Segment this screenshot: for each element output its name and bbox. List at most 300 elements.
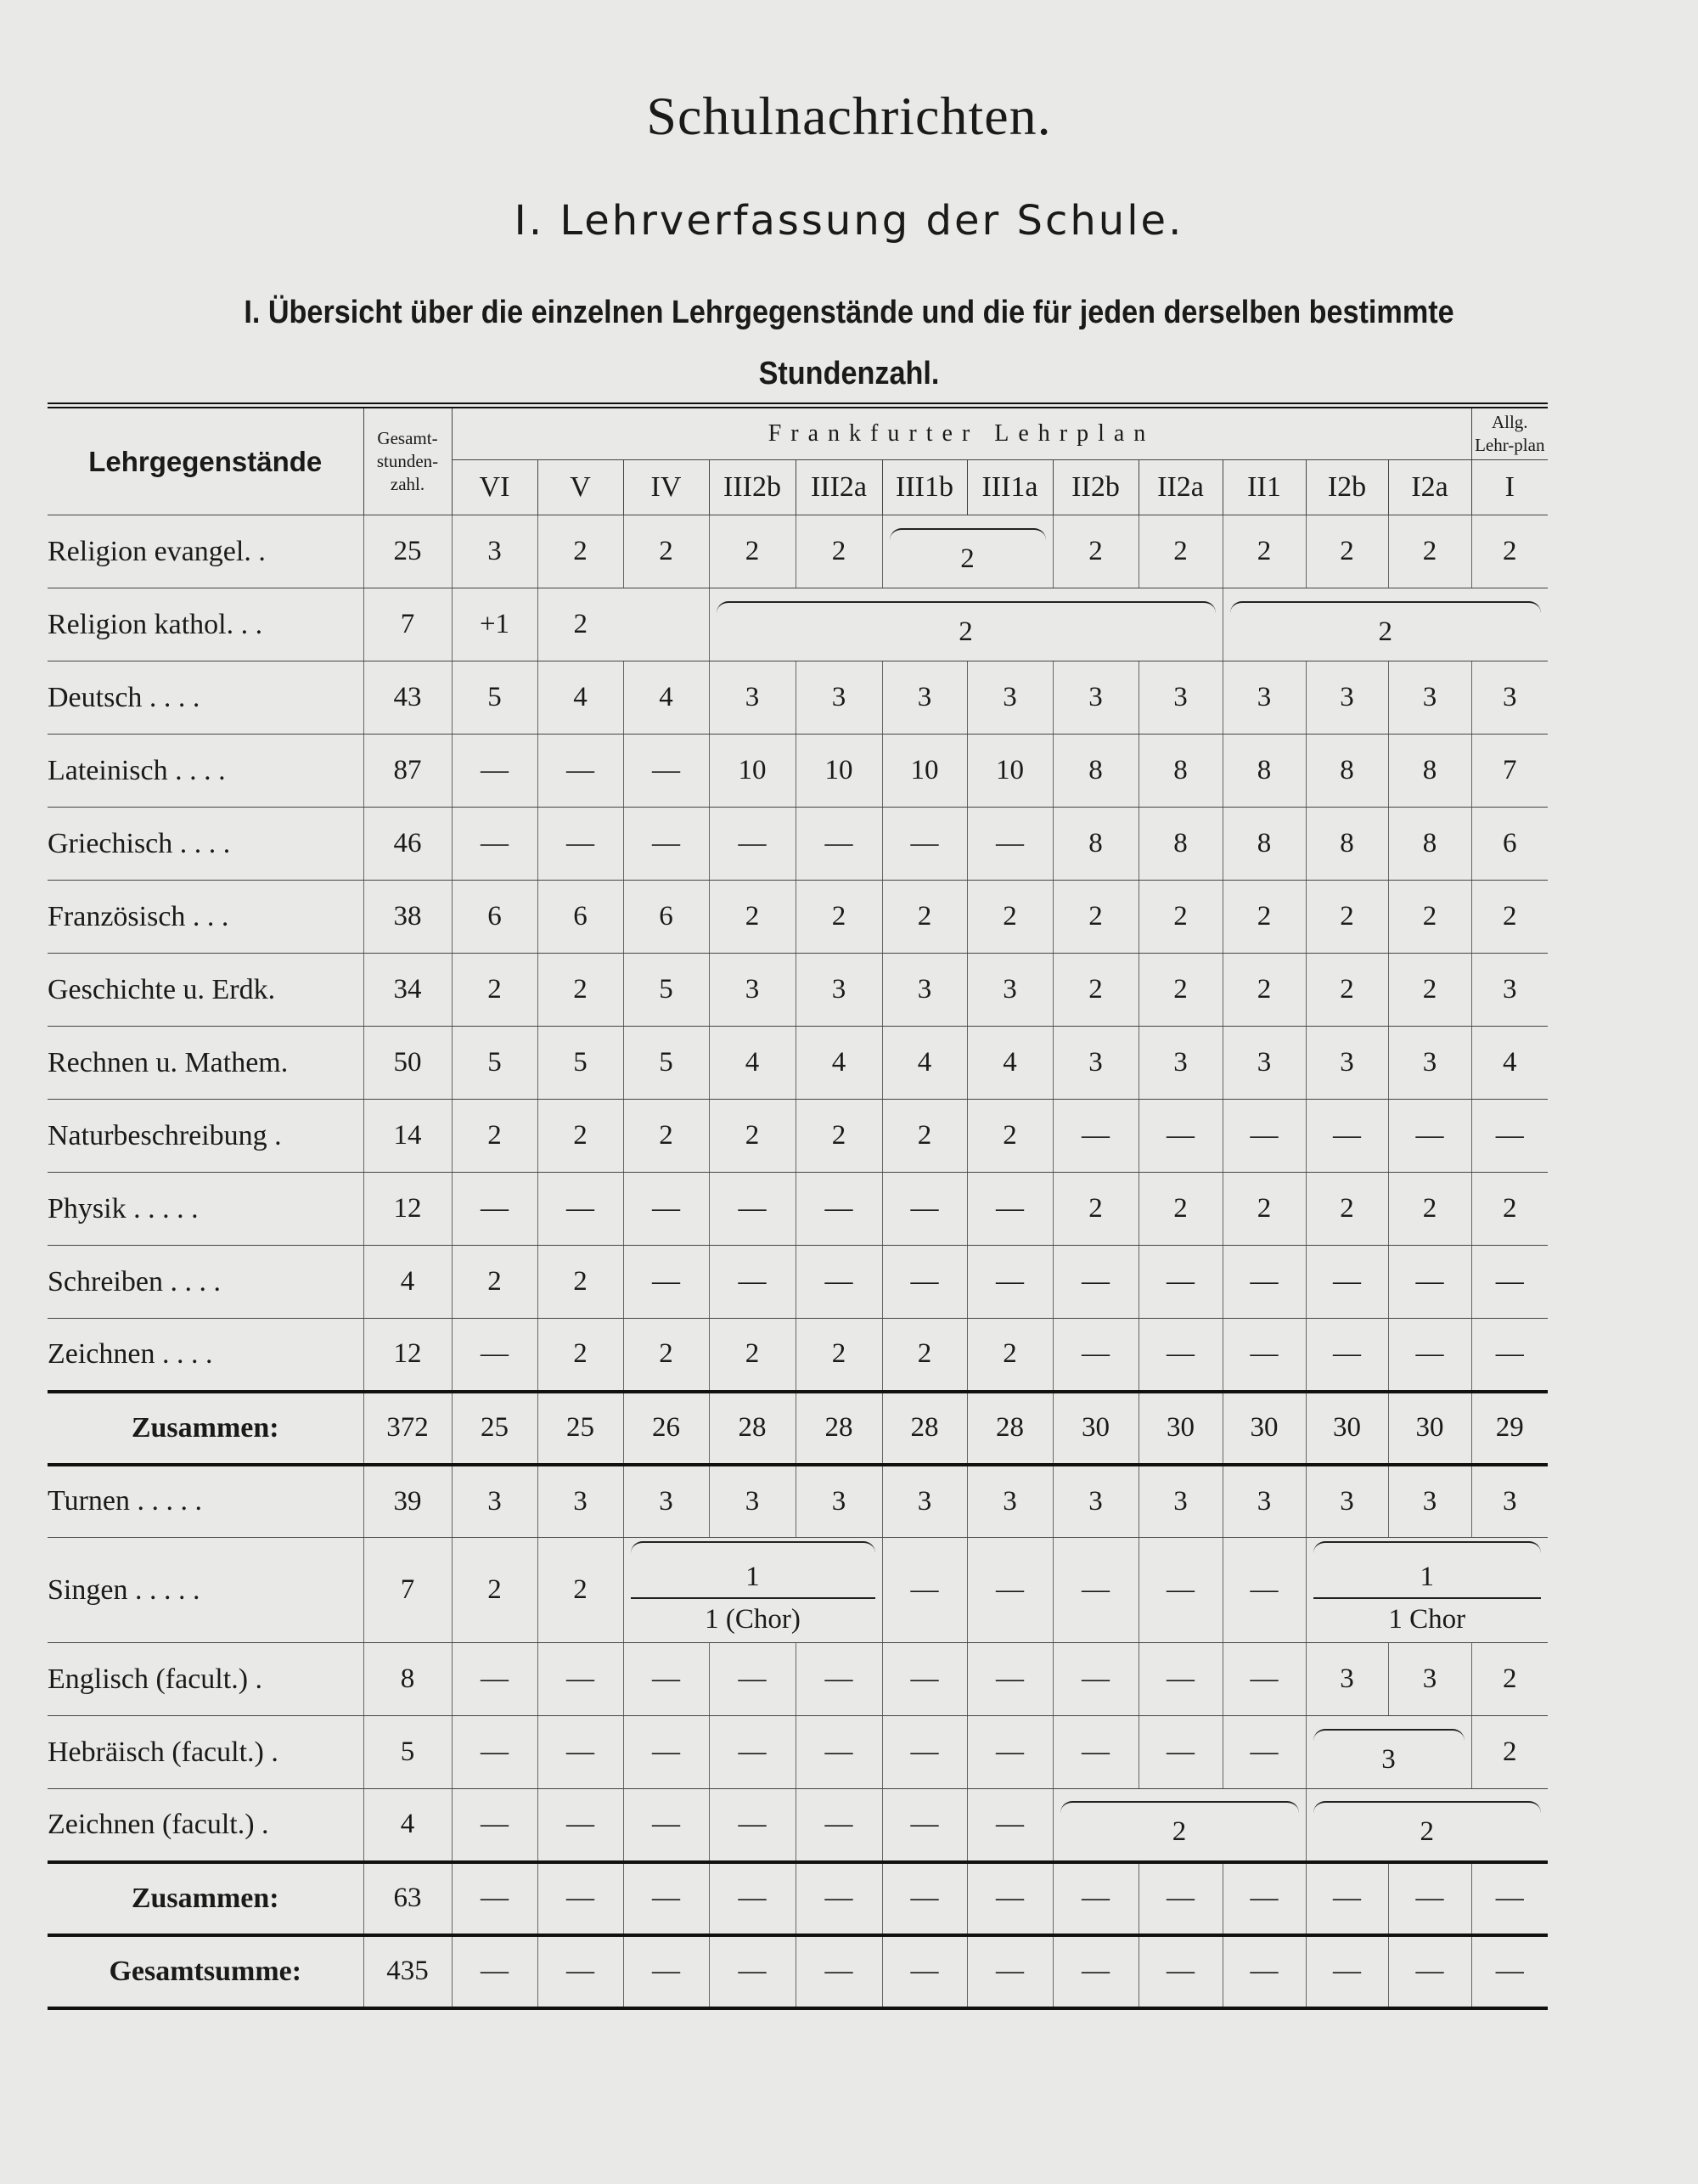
table-row [48, 1716, 1548, 1789]
cell: — [1139, 1100, 1223, 1173]
cell: 7 [1471, 735, 1548, 808]
class-header: I2b [1306, 460, 1388, 515]
table-row [48, 1789, 1548, 1862]
cell: +1 [452, 588, 537, 661]
cell: — [537, 1173, 623, 1246]
class-header: III2a [796, 460, 882, 515]
brace [631, 1541, 875, 1555]
cell: — [1139, 1643, 1223, 1716]
row-subject: Hebräisch (facult.) . [48, 1716, 363, 1789]
table-row [48, 808, 1548, 881]
cell: — [623, 1716, 709, 1789]
cell-merged [882, 515, 1053, 588]
cell: — [623, 1862, 709, 1935]
cell: 3 [796, 954, 882, 1027]
cell: — [452, 808, 537, 881]
cell: — [1388, 1862, 1471, 1935]
cell: 2 [1306, 515, 1388, 588]
cell: — [709, 1935, 796, 2008]
cell: 3 [1306, 1465, 1388, 1538]
cell: — [1223, 1100, 1306, 1173]
table-row [48, 1246, 1548, 1319]
sum-row [48, 1862, 1548, 1935]
cell: 2 [1471, 515, 1548, 588]
cell: 3 [967, 954, 1053, 1027]
cell: 3 [882, 954, 967, 1027]
cell: — [452, 1935, 537, 2008]
table-row [48, 881, 1548, 954]
cell: 2 [537, 515, 623, 588]
cell: 8 [1139, 808, 1223, 881]
cell: 2 [1471, 1643, 1548, 1716]
cell: 2 [967, 881, 1053, 954]
cell: 2 [452, 1538, 537, 1643]
cell: — [1223, 1716, 1306, 1789]
cell: — [709, 1643, 796, 1716]
cell: 2 [882, 1319, 967, 1392]
cell: — [1053, 1100, 1139, 1173]
cell: — [623, 1173, 709, 1246]
cell: — [452, 1643, 537, 1716]
cell: 2 [1388, 954, 1471, 1027]
table-row [48, 515, 1548, 588]
cell: 3 [709, 661, 796, 735]
cell: 2 [967, 1319, 1053, 1392]
cell: 5 [623, 954, 709, 1027]
cell: — [882, 1716, 967, 1789]
cell: — [967, 808, 1053, 881]
cell: — [1139, 1246, 1223, 1319]
cell: 3 [796, 1465, 882, 1538]
cell: 3 [1223, 661, 1306, 735]
sum-row [48, 1392, 1548, 1465]
cell: 4 [1471, 1027, 1548, 1100]
header-subject: Lehrgegenstände [48, 406, 363, 515]
cell: — [796, 808, 882, 881]
cell: — [1471, 1100, 1548, 1173]
class-header: I [1471, 460, 1548, 515]
cell: — [1471, 1935, 1548, 2008]
cell: 2 [1471, 1173, 1548, 1246]
cell: 2 [1306, 1173, 1388, 1246]
cell: 2 [967, 1100, 1053, 1173]
row-total: 7 [363, 1538, 452, 1643]
cell: 3 [1306, 1643, 1388, 1716]
cell-value: 2 [1172, 1816, 1187, 1848]
cell-value: 1 (Chor) [631, 1597, 875, 1640]
row-subject: Französisch . . . [48, 881, 363, 954]
cell: — [796, 1716, 882, 1789]
cell: — [1388, 1319, 1471, 1392]
row-total: 435 [363, 1935, 452, 2008]
page-title: Schulnachrichten. [646, 86, 1052, 146]
brace [717, 601, 1216, 615]
cell: 8 [1223, 735, 1306, 808]
header-total: Gesamt-stunden-zahl. [363, 406, 452, 515]
cell: 3 [967, 1465, 1053, 1538]
cell-merged [1306, 1789, 1548, 1862]
row-subject: Geschichte u. Erdk. [48, 954, 363, 1027]
cell: — [537, 1935, 623, 2008]
cell: 4 [967, 1027, 1053, 1100]
brace [1313, 1729, 1465, 1742]
cell: 29 [1471, 1392, 1548, 1465]
cell: 3 [1223, 1027, 1306, 1100]
row-subject: Singen . . . . . [48, 1538, 363, 1643]
table-row [48, 1027, 1548, 1100]
cell: 2 [796, 881, 882, 954]
row-total: 87 [363, 735, 452, 808]
cell: 3 [1471, 1465, 1548, 1538]
cell: 3 [1388, 1643, 1471, 1716]
cell: — [537, 808, 623, 881]
cell: 3 [1306, 1027, 1388, 1100]
brace [890, 528, 1046, 542]
cell: — [967, 1789, 1053, 1862]
cell: 3 [1053, 1027, 1139, 1100]
row-total: 25 [363, 515, 452, 588]
class-header: II1 [1223, 460, 1306, 515]
cell: 2 [452, 954, 537, 1027]
cell-value: 1 [1420, 1561, 1434, 1592]
cell: — [537, 1862, 623, 1935]
cell: — [796, 1173, 882, 1246]
row-subject: Deutsch . . . . [48, 661, 363, 735]
cell-value: 2 [1420, 1816, 1434, 1848]
cell: 2 [1053, 1173, 1139, 1246]
cell: 8 [1388, 735, 1471, 808]
row-total: 14 [363, 1100, 452, 1173]
cell: 2 [796, 1319, 882, 1392]
row-total: 7 [363, 588, 452, 661]
cell: 3 [452, 1465, 537, 1538]
cell: — [1053, 1862, 1139, 1935]
header-frankfurt: Frankfurter Lehrplan [452, 406, 1471, 460]
cell: — [1223, 1319, 1306, 1392]
cell: 2 [1053, 954, 1139, 1027]
cell: 3 [1139, 661, 1223, 735]
cell: — [537, 1789, 623, 1862]
table-row [48, 1319, 1548, 1392]
row-subject: Schreiben . . . . [48, 1246, 363, 1319]
class-header: III1a [967, 460, 1053, 515]
cell: 4 [796, 1027, 882, 1100]
cell: — [709, 1716, 796, 1789]
cell: 28 [967, 1392, 1053, 1465]
cell: — [882, 1935, 967, 2008]
row-total: 63 [363, 1862, 452, 1935]
cell: — [1306, 1862, 1388, 1935]
cell: — [537, 1643, 623, 1716]
cell: — [882, 1643, 967, 1716]
cell: 30 [1223, 1392, 1306, 1465]
cell: 5 [452, 661, 537, 735]
cell: — [882, 808, 967, 881]
cell: — [709, 1862, 796, 1935]
cell-merged [1306, 1716, 1471, 1789]
cell: 8 [1306, 808, 1388, 881]
cell: 4 [623, 661, 709, 735]
cell: — [1223, 1935, 1306, 2008]
cell-merged: 2 [537, 588, 709, 661]
cell: 8 [1223, 808, 1306, 881]
cell: — [1053, 1716, 1139, 1789]
cell: 2 [1223, 1173, 1306, 1246]
cell: 10 [882, 735, 967, 808]
cell: 2 [709, 1319, 796, 1392]
cell: 8 [1388, 808, 1471, 881]
class-header: III1b [882, 460, 967, 515]
cell-value: 1 [745, 1561, 760, 1592]
sum-row [48, 1935, 1548, 2008]
cell: 3 [1388, 1027, 1471, 1100]
cell: — [623, 735, 709, 808]
cell: 25 [452, 1392, 537, 1465]
cell: 2 [1139, 954, 1223, 1027]
cell: 3 [882, 661, 967, 735]
cell: — [452, 1862, 537, 1935]
cell: 3 [1223, 1465, 1306, 1538]
class-header: VI [452, 460, 537, 515]
cell: 3 [623, 1465, 709, 1538]
table-row [48, 1538, 1548, 1643]
row-total: 4 [363, 1246, 452, 1319]
cell: — [1306, 1100, 1388, 1173]
cell: — [967, 1643, 1053, 1716]
cell: — [882, 1862, 967, 1935]
cell: 6 [452, 881, 537, 954]
row-total: 372 [363, 1392, 452, 1465]
cell: 2 [709, 1100, 796, 1173]
row-subject: Naturbeschreibung . [48, 1100, 363, 1173]
row-subject: Zusammen: [48, 1862, 363, 1935]
cell: 28 [709, 1392, 796, 1465]
cell: — [1306, 1246, 1388, 1319]
cell: 3 [882, 1465, 967, 1538]
cell: 4 [537, 661, 623, 735]
cell: — [967, 1935, 1053, 2008]
cell: 2 [1223, 954, 1306, 1027]
class-header: V [537, 460, 623, 515]
cell: 8 [1053, 735, 1139, 808]
brace [1313, 1541, 1542, 1555]
cell-value: 2 [1378, 616, 1392, 647]
cell: 2 [1388, 881, 1471, 954]
row-total: 43 [363, 661, 452, 735]
cell: — [796, 1246, 882, 1319]
row-subject: Religion kathol. . . [48, 588, 363, 661]
cell: — [537, 1716, 623, 1789]
cell: 2 [1388, 515, 1471, 588]
cell-merged [709, 588, 1223, 661]
cell: 2 [709, 515, 796, 588]
cell: — [1139, 1935, 1223, 2008]
class-header: IV [623, 460, 709, 515]
cell: — [1471, 1246, 1548, 1319]
cell: — [1053, 1538, 1139, 1643]
cell: 2 [1053, 881, 1139, 954]
cell: 5 [623, 1027, 709, 1100]
cell: — [623, 1246, 709, 1319]
cell: — [967, 1862, 1053, 1935]
cell: 8 [1139, 735, 1223, 808]
cell: — [623, 1643, 709, 1716]
cell-merged [1053, 1789, 1306, 1862]
cell: 2 [1306, 881, 1388, 954]
cell: — [796, 1862, 882, 1935]
cell: — [1139, 1716, 1223, 1789]
row-subject: Gesamtsumme: [48, 1935, 363, 2008]
header-allg: Allg. Lehr-plan [1471, 406, 1548, 460]
cell: 10 [967, 735, 1053, 808]
cell: 8 [1053, 808, 1139, 881]
row-subject: Rechnen u. Mathem. [48, 1027, 363, 1100]
cell: — [796, 1789, 882, 1862]
row-subject: Lateinisch . . . . [48, 735, 363, 808]
class-header: II2b [1053, 460, 1139, 515]
cell: 3 [1388, 661, 1471, 735]
cell: 2 [882, 881, 967, 954]
table-row [48, 1173, 1548, 1246]
cell: 2 [1388, 1173, 1471, 1246]
cell: — [1223, 1643, 1306, 1716]
cell: — [1053, 1319, 1139, 1392]
cell: 5 [452, 1027, 537, 1100]
cell: — [1388, 1246, 1471, 1319]
cell: 3 [1139, 1465, 1223, 1538]
cell-value: 3 [1381, 1744, 1396, 1775]
row-subject: Physik . . . . . [48, 1173, 363, 1246]
row-total: 12 [363, 1173, 452, 1246]
cell: 2 [623, 515, 709, 588]
cell: 3 [1139, 1027, 1223, 1100]
cell-value: 2 [959, 616, 973, 647]
cell: 2 [1139, 881, 1223, 954]
cell: — [967, 1246, 1053, 1319]
row-total: 34 [363, 954, 452, 1027]
cell: — [882, 1538, 967, 1643]
cell: 30 [1306, 1392, 1388, 1465]
cell-merged [1223, 588, 1548, 661]
cell: 30 [1388, 1392, 1471, 1465]
cell: — [1306, 1319, 1388, 1392]
cell: — [452, 1173, 537, 1246]
cell: — [882, 1789, 967, 1862]
table-row [48, 1465, 1548, 1538]
cell: 4 [709, 1027, 796, 1100]
cell: 28 [796, 1392, 882, 1465]
brace [1230, 601, 1542, 615]
row-total: 46 [363, 808, 452, 881]
cell: 2 [623, 1100, 709, 1173]
cell: — [623, 808, 709, 881]
table-row [48, 1643, 1548, 1716]
cell: 2 [1053, 515, 1139, 588]
row-subject: Griechisch . . . . [48, 808, 363, 881]
class-header: III2b [709, 460, 796, 515]
brace [1313, 1801, 1542, 1815]
cell: — [1223, 1538, 1306, 1643]
cell: — [882, 1173, 967, 1246]
cell: 3 [796, 661, 882, 735]
cell: 10 [796, 735, 882, 808]
cell: 6 [537, 881, 623, 954]
cell: 3 [1471, 661, 1548, 735]
cell: 2 [796, 515, 882, 588]
cell: 2 [537, 954, 623, 1027]
cell: — [452, 1716, 537, 1789]
cell: — [967, 1538, 1053, 1643]
cell-value: 1 Chor [1313, 1597, 1542, 1640]
class-header: II2a [1139, 460, 1223, 515]
cell: — [452, 1789, 537, 1862]
brace [1060, 1801, 1299, 1815]
row-total: 50 [363, 1027, 452, 1100]
row-total: 12 [363, 1319, 452, 1392]
cell: 2 [796, 1100, 882, 1173]
row-total: 39 [363, 1465, 452, 1538]
lesson-table [48, 402, 1548, 2010]
cell: — [796, 1643, 882, 1716]
cell: 2 [623, 1319, 709, 1392]
cell: — [1139, 1538, 1223, 1643]
cell: — [1388, 1100, 1471, 1173]
cell: 2 [537, 1246, 623, 1319]
cell: 2 [882, 1100, 967, 1173]
cell: — [537, 735, 623, 808]
cell: 2 [1139, 1173, 1223, 1246]
cell: 2 [1471, 1716, 1548, 1789]
cell: 2 [537, 1100, 623, 1173]
row-subject: Turnen . . . . . [48, 1465, 363, 1538]
cell: 6 [1471, 808, 1548, 881]
cell: 25 [537, 1392, 623, 1465]
cell: — [709, 1173, 796, 1246]
cell: — [623, 1789, 709, 1862]
cell: 3 [1053, 661, 1139, 735]
cell: 3 [452, 515, 537, 588]
cell: 3 [1306, 661, 1388, 735]
table-row [48, 1100, 1548, 1173]
cell: — [1139, 1319, 1223, 1392]
cell: 5 [537, 1027, 623, 1100]
cell: 2 [537, 1319, 623, 1392]
header-row-top [48, 406, 1548, 460]
cell: 2 [537, 1538, 623, 1643]
cell: 26 [623, 1392, 709, 1465]
cell: — [1053, 1246, 1139, 1319]
table-row [48, 954, 1548, 1027]
cell: — [1471, 1862, 1548, 1935]
cell: 3 [709, 1465, 796, 1538]
cell: 2 [452, 1246, 537, 1319]
cell: — [967, 1173, 1053, 1246]
cell: — [967, 1716, 1053, 1789]
cell: — [1053, 1935, 1139, 2008]
cell: — [1223, 1246, 1306, 1319]
cell: — [796, 1935, 882, 2008]
cell: — [1471, 1319, 1548, 1392]
cell: — [709, 1789, 796, 1862]
table-row [48, 588, 1548, 661]
cell: 30 [1053, 1392, 1139, 1465]
cell: — [452, 1319, 537, 1392]
cell: 3 [1388, 1465, 1471, 1538]
cell: — [1139, 1862, 1223, 1935]
cell: 2 [1223, 881, 1306, 954]
cell: 3 [1053, 1465, 1139, 1538]
class-header: I2a [1388, 460, 1471, 515]
